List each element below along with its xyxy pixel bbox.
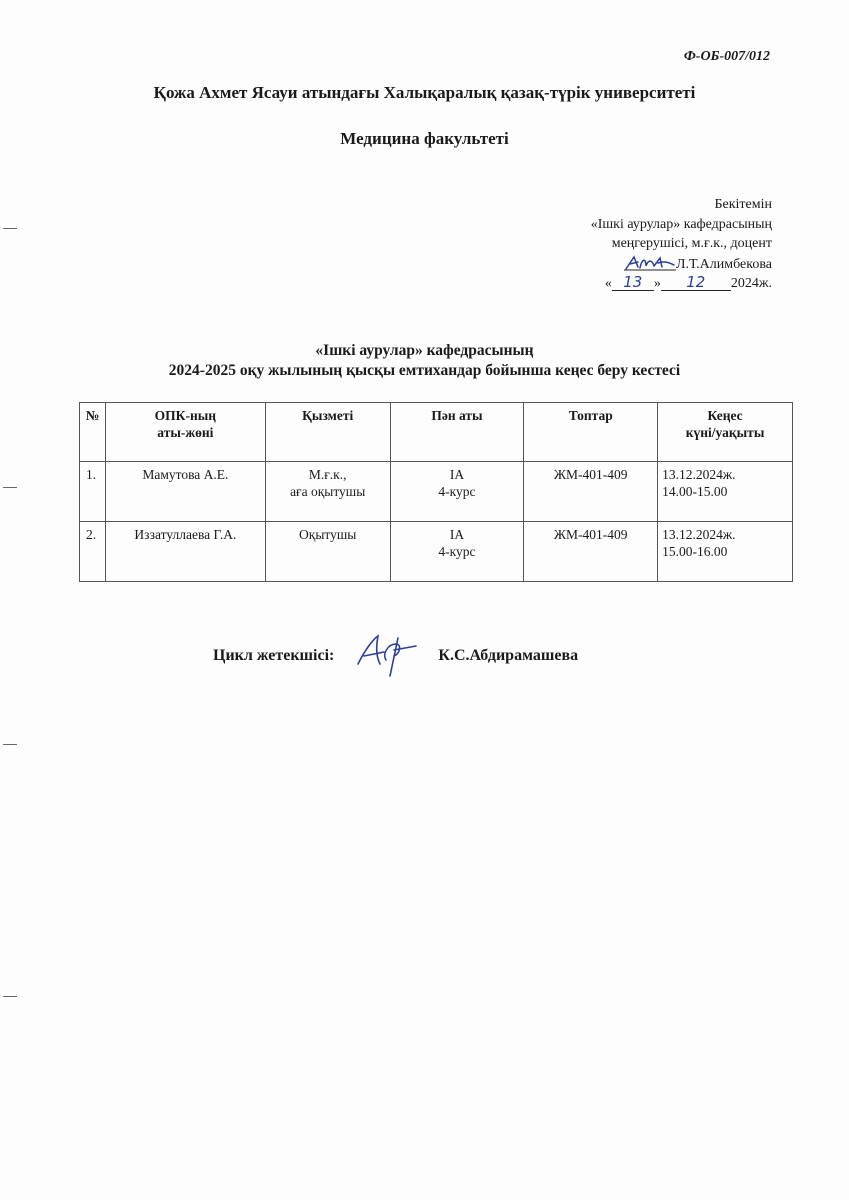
header-name-line-1: ОПК-ның: [154, 408, 217, 423]
table-row: [80, 522, 793, 582]
approval-day: 13: [612, 274, 654, 291]
approval-signature-line: [591, 254, 772, 275]
row-date: 13.12.2024ж.: [662, 527, 736, 542]
header-groups: Топтар: [524, 403, 658, 462]
header-date-line-2: күні/уақыты: [685, 425, 765, 440]
approval-month: 12: [661, 274, 731, 291]
row-datetime: [658, 462, 793, 522]
header-subject: Пән аты: [390, 403, 524, 462]
header-name: [105, 403, 265, 462]
header-date: [658, 403, 793, 462]
row-position: [265, 522, 390, 582]
consultation-schedule-table: [79, 402, 793, 582]
head-signature: [624, 254, 676, 272]
row-position-line-1: М.ғ.к.,: [308, 467, 347, 482]
row-date: 13.12.2024ж.: [662, 467, 736, 482]
cycle-head-label: Цикл жетекшісі:: [213, 647, 335, 664]
row-subject-line-2: 4-курс: [438, 484, 476, 499]
row-time: 15.00-16.00: [662, 544, 728, 559]
row-name: Мамутова А.Е.: [105, 462, 265, 522]
approval-year: 2024ж.: [730, 276, 772, 291]
university-title: Қожа Ахмет Ясауи атындағы Халықаралық қазақ-түрік университеті: [153, 83, 696, 102]
approval-block: [591, 195, 772, 294]
faculty-title: Медицина факультеті: [340, 129, 509, 148]
row-number: 1.: [80, 462, 106, 522]
approval-open-quote: «: [604, 276, 612, 291]
row-position: [265, 462, 390, 522]
row-groups: ЖМ-401-409: [524, 462, 658, 522]
document-title: [0, 341, 849, 381]
row-groups: ЖМ-401-409: [524, 522, 658, 582]
approval-close-quote: »: [653, 276, 661, 291]
row-name: Иззатуллаева Г.А.: [105, 522, 265, 582]
row-number: 2.: [80, 522, 106, 582]
row-time: 14.00-15.00: [662, 484, 728, 499]
scan-edge-mark: [3, 744, 17, 745]
row-subject: [390, 462, 524, 522]
approval-line-1: Бекітемін: [714, 197, 772, 212]
row-subject-line-1: ІА: [449, 467, 465, 482]
form-code: Ф-ОБ-007/012: [683, 49, 770, 64]
header-date-line-1: Кеңес: [707, 408, 743, 423]
document-title-line-2: 2024-2025 оқу жылының қысқы емтихандар бойынша кеңес беру кестесі: [168, 362, 681, 379]
approval-line-2: «Ішкі аурулар» кафедрасының: [590, 216, 772, 232]
cycle-head-signature: [354, 630, 424, 678]
cycle-head-name: К.С.Абдирамашева: [438, 647, 579, 664]
row-subject: [390, 522, 524, 582]
header-position: Қызметі: [265, 403, 390, 462]
head-name: Л.Т.Алимбекова: [676, 256, 772, 272]
header-number: №: [80, 403, 106, 462]
cycle-head-line: [213, 630, 578, 678]
scan-edge-mark: [3, 996, 17, 997]
approval-date-line: [591, 274, 772, 294]
row-subject-line-1: ІА: [449, 527, 465, 542]
row-datetime: [658, 522, 793, 582]
table-row: [80, 462, 793, 522]
row-position-line-2: аға оқытушы: [290, 484, 366, 499]
approval-line-3: меңгерушісі, м.ғ.к., доцент: [611, 236, 772, 251]
scan-edge-mark: [3, 228, 17, 229]
row-subject-line-2: 4-курс: [438, 544, 476, 559]
document-title-line-1: «Ішкі аурулар» кафедрасының: [315, 342, 534, 359]
scan-edge-mark: [3, 487, 17, 488]
row-position-line-1: Оқытушы: [299, 527, 357, 542]
header-name-line-2: аты-жөні: [157, 425, 214, 440]
table-header-row: [80, 403, 793, 462]
